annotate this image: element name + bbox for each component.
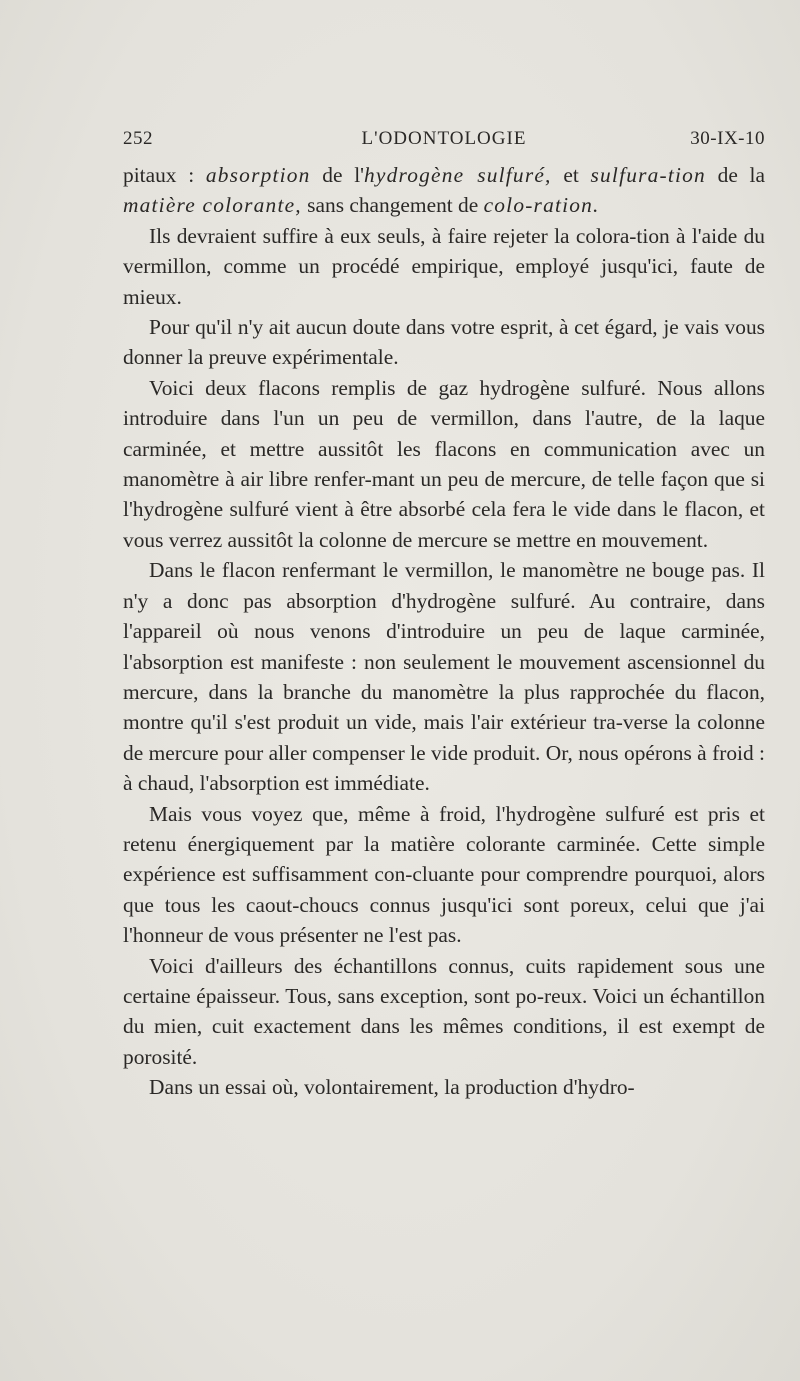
text-run: pitaux : (123, 163, 206, 187)
text-run: de l' (310, 163, 365, 187)
paragraph: Mais vous voyez que, même à froid, l'hydrogène sulfuré est pris et retenu énergiquement par la matière colorante carminée. Cette simple expérience est suffisamment con-cluante pour comprendre pourquoi, alors que tous les caout-choucs connus jusqu'ici sont poreux, celui que j'ai l'honneur de vous présenter ne l'est pas. (123, 801, 765, 948)
italic-run: sulfura-tion (590, 163, 706, 187)
issue-date: 30-IX-10 (690, 128, 765, 149)
paragraph: Pour qu'il n'y ait aucun doute dans votre esprit, à cet égard, je vais vous donner la preuve expérimentale. (123, 315, 765, 370)
paragraph-continued (123, 160, 765, 221)
paragraph: Voici deux flacons remplis de gaz hydrogène sulfuré. Nous allons introduire dans l'un un peu de vermillon, dans l'autre, de la laque carminée, et mettre aussitôt les flacons en communication avec un manomètre à air libre renfer-mant un peu de mercure, de telle façon que si l'hydrogène sulfuré vient à être absorbé cela fera le vide dans le flacon, et vous verrez aussitôt la colonne de mercure se mettre en mouvement. (123, 375, 765, 552)
journal-title: L'ODONTOLOGIE (361, 128, 527, 149)
text-run: et (551, 163, 591, 187)
running-head (123, 128, 765, 154)
italic-run: colo-ration. (483, 193, 600, 218)
text-run: de la (705, 163, 765, 187)
italic-run: matière colorante, (123, 193, 302, 218)
body-text (123, 160, 765, 1103)
paragraph: Dans le flacon renfermant le vermillon, le manomètre ne bouge pas. Il n'y a donc pas absorption d'hydrogène sulfuré. Au contraire, dans l'appareil où nous venons d'introduire un peu de laque carminée, l'absorption est manifeste : non seulement le mouvement ascensionnel du mercure, dans la branche du manomètre la plus rapprochée du flacon, montre qu'il s'est produit un vide, mais l'air extérieur tra-verse la colonne de mercure pour aller compenser le vide produit. Or, nous opérons à froid : à chaud, l'absorption est immédiate. (123, 558, 765, 796)
paragraph: Voici d'ailleurs des échantillons connus, cuits rapidement sous une certaine épaisseur. Tous, sans exception, sont po-reux. Voici un échantillon du mien, cuit exactement dans les mêmes conditions, il est exempt de porosité. (123, 953, 765, 1069)
italic-run: absorption (205, 163, 311, 187)
italic-run: hydrogène sulfuré, (364, 163, 552, 187)
paragraph: Dans un essai où, volontairement, la production d'hydro- (149, 1075, 635, 1100)
text-run: sans changement de (301, 193, 484, 218)
paragraph: Ils devraient suffire à eux seuls, à faire rejeter la colora-tion à l'aide du vermillon, comme un procédé empirique, employé jusqu'ici, faute de mieux. (123, 223, 765, 309)
page-number: 252 (123, 128, 153, 149)
